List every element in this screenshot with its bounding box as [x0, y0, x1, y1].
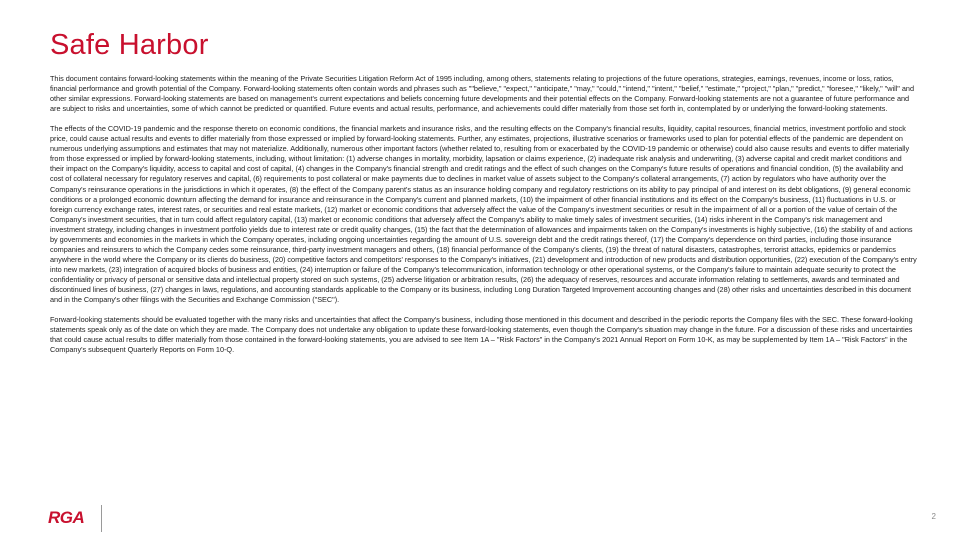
body-paragraph-1: This document contains forward-looking statements within the meaning of the Private Securities Litigation Reform Act of 1995 including, among others, statements relating to projections of the future operations, strategies, earnings, revenues, income or loss, ratios, financial performance and growth potential of the Company. Forward-looking statements often contain words and phrases such as ""believe," "expect," "anticipate," "may," "could," "intend," "intent," "belief," "estimate," "project," "plan," "predict," "foresee," "likely," "will" and other similar expressions. Forward-looking statements are based on management's current expectations and beliefs concerning future developments and their potential effects on the Company. Forward-looking statements are not a guarantee of future performance and are subject to risks and uncertainties, some of which cannot be predicted or quantified. Future events and actual results, performance, and achievements could differ materially from those set forth in, contemplated by or underlying the forward-looking statements. — [50, 74, 914, 114]
page-number: 2 — [931, 512, 936, 521]
body-paragraph-2: The effects of the COVID-19 pandemic and the response thereto on economic conditions, the financial markets and insurance risks, and the resulting effects on the Company's financial results, liquidity, capital resources, financial metrics, investment portfolio and stock price, could cause actual results and events to differ materially from those expressed or implied by forward-looking statements. Further, any estimates, projections, illustrative scenarios or frameworks used to plan for potential effects of the pandemic are dependent on numerous underlying assumptions and estimates that may not materialize. Additionally, numerous other important factors (whether related to, resulting from or exacerbated by the COVID-19 pandemic or otherwise) could also cause results and events to differ materially from those expressed or implied by forward-looking statements, including, without limitation: (1) adverse changes in mortality, morbidity, lapsation or claims experience, (2) inadequate risk analysis and underwriting, (3) adverse capital and credit market conditions and their impact on the Company's liquidity, access to capital and cost of capital, (4) changes in the Company's financial strength and credit ratings and the effect of such changes on the Company's future results of operations and financial condition, (5) the availability and cost of collateral necessary for regulatory reserves and capital, (6) requirements to post collateral or make payments due to declines in market value of assets subject to the Company's collateral arrangements, (7) action by regulators who have authority over the Company's reinsurance operations in the jurisdictions in which it operates, (8) the effect of the Company parent's status as an insurance holding company and regulatory restrictions on its ability to pay principal of and interest on its debt obligations, (9) general economic conditions or a prolonged economic downturn affecting the demand for insurance and reinsurance in the Company's current and planned markets, (10) the impairment of other financial institutions and its effect on the Company's business, (11) fluctuations in U.S. or foreign currency exchange rates, interest rates, or securities and real estate markets, (12) market or economic conditions that adversely affect the value of the Company's investment securities or result in the impairment of all or a portion of the value of certain of the Company's investment securities, that in turn could affect regulatory capital, (13) market or economic conditions that adversely affect the Company's ability to make timely sales of investment securities, (14) risks inherent in the Company's risk management and investment strategy, including changes in investment portfolio yields due to interest rate or credit quality changes, (15) the fact that the determination of allowances and impairments taken on the Company's investments is highly subjective, (16) the stability of and actions by governments and economies in the markets in which the Company operates, including ongoing uncertainties regarding the amount of U.S. sovereign debt and the credit ratings thereof, (17) the Company's dependence on third parties, including those insurance companies and reinsurers to which the Company cedes some reinsurance, third-party investment managers and others, (18) financial performance of the Company's clients, (19) the threat of natural disasters, catastrophes, terrorist attacks, epidemics or pandemics anywhere in the world where the Company or its clients do business, (20) competitive factors and competitors' responses to the Company's initiatives, (21) development and introduction of new products and distribution opportunities, (22) execution of the Company's entry into new markets, (23) integration of acquired blocks of business and entities, (24) interruption or failure of the Company's telecommunication, information technology or other operational systems, or the Company's failure to maintain adequate security to protect the confidentiality or privacy of personal or sensitive data and intellectual property stored on such systems, (25) adverse litigation or arbitration results, (26) the adequacy of reserves, resources and accurate information relating to settlements, awards and terminated and discontinued lines of business, (27) changes in laws, regulations, and accounting standards applicable to the Company or its business, including Long Duration Targeted Improvement accounting changes and (28) other risks and uncertainties described in this document and in the Company's other filings with the Securities and Exchange Commission ("SEC"). — [50, 124, 917, 305]
body-paragraph-3: Forward-looking statements should be evaluated together with the many risks and uncertainties that affect the Company's business, including those mentioned in this document and described in the periodic reports the Company files with the SEC. These forward-looking statements speak only as of the date on which they are made. The Company does not undertake any obligation to update these forward-looking statements, even though the Company's situation may change in the future. For a discussion of these risks and uncertainties that could cause actual results to differ materially from those contained in the forward-looking statements, you are advised to see Item 1A – "Risk Factors" in the Company's 2021 Annual Report on Form 10-K, as may be supplemented by Item 1A – "Risk Factors" in the Company's subsequent Quarterly Reports on Form 10-Q. — [50, 315, 913, 355]
slide-footer — [0, 500, 960, 540]
logo-divider — [101, 505, 102, 532]
safe-harbor-body — [50, 74, 917, 365]
slide-title: Safe Harbor — [50, 29, 209, 61]
rga-logo: RGA — [48, 508, 85, 527]
